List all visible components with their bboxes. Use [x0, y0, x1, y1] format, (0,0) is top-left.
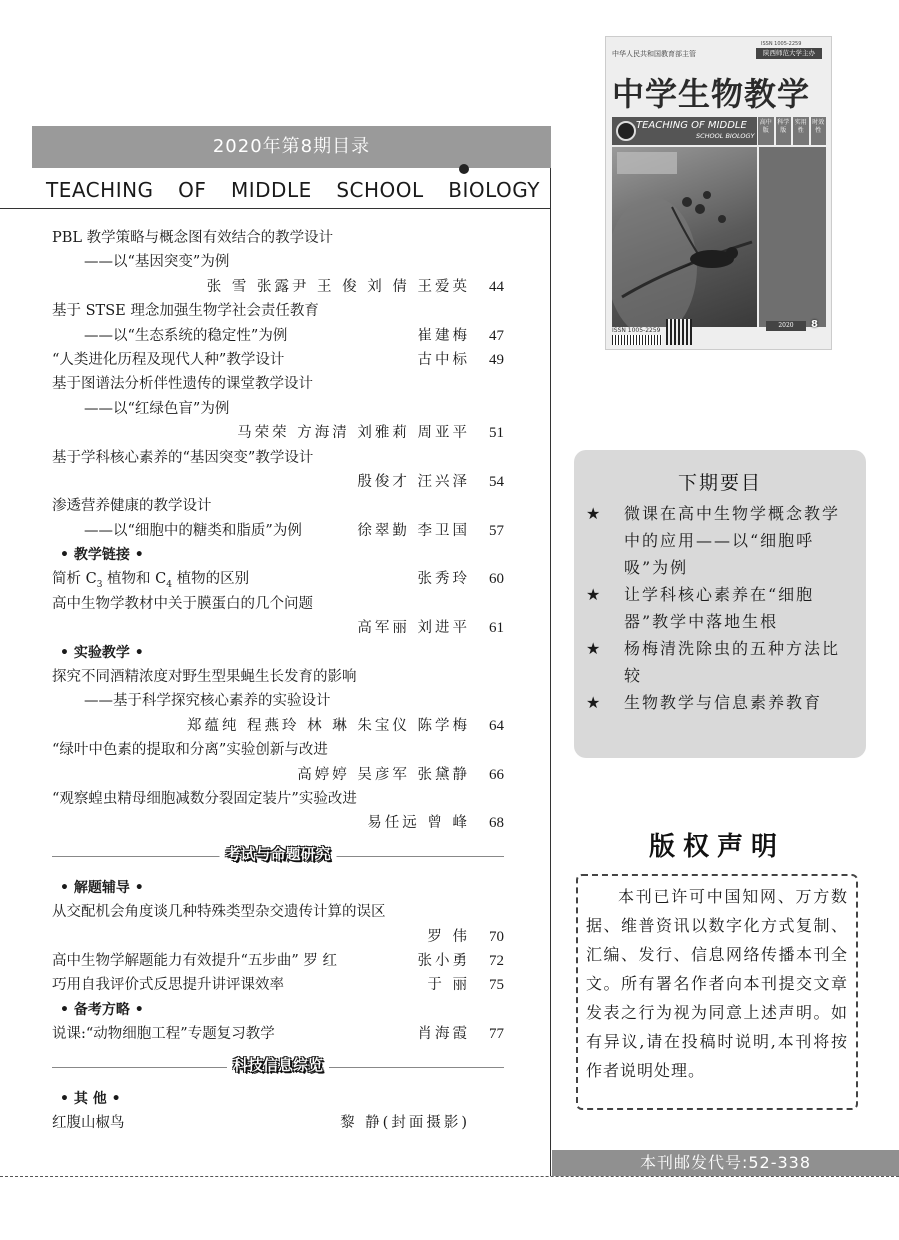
cover-side-panel: [759, 147, 826, 327]
copyright-text: 本刊已许可中国知网、万方数据、维普资讯以数字化方式复制、汇编、发行、信息网络传播本刊全文。所有署名作者向本刊提交文章发表之行为视为同意上述声明。如有异议,请在投稿时说明,本刊将按作者说明处理。: [586, 887, 848, 1080]
article-authors: 郑蕴纯 程燕玲 林 琳 朱宝仪 陈学梅: [186, 717, 470, 734]
article-title: 说课:“动物细胞工程”专题复习教学: [52, 1026, 275, 1043]
article-authors: 张小勇: [417, 952, 470, 969]
article-title: 基于 STSE 理念加强生物学社会责任教育: [52, 303, 319, 320]
toc-entry-line: [52, 519, 504, 543]
toc-entry-line: [52, 275, 504, 299]
university-logo-icon: [616, 121, 636, 141]
cover-tag: 时效性: [811, 117, 827, 145]
article-authors: 崔建梅: [417, 327, 470, 344]
toc-entry-line: [52, 567, 504, 591]
article-authors: 肖海霞: [417, 1026, 470, 1043]
page-number: 44: [489, 278, 504, 295]
header-dot: [459, 164, 469, 174]
page-number: 66: [489, 766, 504, 783]
toc-entry-line: [52, 714, 504, 738]
article-title: 基于学科核心素养的“基因突变”教学设计: [52, 449, 314, 466]
next-issue-item-text: 微课在高中生物学概念教学中的应用——以“细胞呼吸”为例: [624, 504, 841, 577]
star-icon: ★: [586, 693, 603, 712]
toc-entry-line: [52, 1111, 504, 1135]
section-label: • 其 他 •: [60, 1090, 121, 1107]
toc-entry-line: [52, 250, 504, 274]
bird-on-branch-icon: [612, 147, 757, 327]
cover-tags: [758, 117, 826, 145]
page-number: 51: [489, 425, 504, 442]
toc-entry-line: [52, 324, 504, 348]
toc-entry-line: [52, 494, 504, 518]
journal-cover-image: [605, 36, 832, 350]
article-authors: 殷俊才 汪兴泽: [357, 473, 470, 490]
article-title: “人类进化历程及现代人种”教学设计: [52, 351, 285, 368]
barcode-icon: [612, 335, 662, 345]
article-authors: 罗 伟: [427, 928, 470, 945]
banner-title: 科技信息综览: [227, 1053, 329, 1077]
article-authors: 易任远 曾 峰: [367, 815, 470, 832]
article-subtitle: ——以“红绿色盲”为例: [84, 400, 230, 417]
section-label: • 实验教学 •: [60, 644, 144, 661]
section-label: • 教学链接 •: [60, 547, 144, 564]
toc-entry-line: [52, 949, 504, 973]
article-title: 渗透营养健康的教学设计: [52, 498, 212, 515]
article-title: 红腹山椒鸟: [52, 1114, 125, 1131]
cover-title: 中学生物教学: [612, 75, 811, 113]
star-icon: ★: [586, 639, 603, 658]
cover-sponsor: 中华人民共和国教育部主管: [612, 50, 696, 58]
toc-section-heading: [52, 998, 504, 1022]
article-authors: 张 雪 张露尹 王 俊 刘 倩 王爱英: [206, 278, 470, 295]
toc-entry-line: [52, 397, 504, 421]
cover-bird-photo: [612, 147, 757, 327]
table-of-contents: [52, 226, 504, 1135]
toc-entry-line: [52, 226, 504, 250]
article-subtitle: ——基于科学探究核心素养的实验设计: [84, 693, 331, 710]
toc-entry-line: [52, 925, 504, 949]
toc-entry-line: [52, 372, 504, 396]
toc-section-heading: [52, 876, 504, 900]
next-issue-item: [586, 635, 854, 689]
toc-entry-line: [52, 421, 504, 445]
toc-entry-line: [52, 738, 504, 762]
toc-entry-line: [52, 470, 504, 494]
cover-year: 2020: [766, 321, 806, 331]
page-number: 49: [489, 351, 504, 368]
page-number: 54: [489, 473, 504, 490]
toc-entry-line: [52, 348, 504, 372]
section-label: • 备考方略 •: [60, 1001, 144, 1018]
page-number: 60: [489, 571, 504, 588]
cover-host: 陕西师范大学主办: [756, 48, 822, 59]
cover-issue-number: 8: [811, 319, 818, 330]
page-number: 70: [489, 928, 504, 945]
issue-title: 2020年第8期目录: [212, 136, 371, 157]
page-number: 77: [489, 1026, 504, 1043]
article-subtitle: ——以“细胞中的糖类和脂质”为例: [84, 522, 302, 539]
page-number: 75: [489, 977, 504, 994]
cover-english-line2: SCHOOL BIOLOGY: [696, 132, 755, 140]
toc-entry-line: [52, 665, 504, 689]
toc-entry-line: [52, 592, 504, 616]
article-authors: 马荣荣 方海清 刘雅莉 周亚平: [237, 425, 470, 442]
toc-entry-line: [52, 299, 504, 323]
toc-entry-line: [52, 616, 504, 640]
qr-code-icon: [666, 319, 692, 345]
toc-entry-line: [52, 973, 504, 997]
next-issue-item: [586, 689, 854, 716]
toc-entry-line: [52, 689, 504, 713]
toc-section-heading: [52, 641, 504, 665]
cover-issn-top: ISSN 1005-2259: [761, 41, 802, 47]
cover-english-line1: TEACHING OF MIDDLE: [636, 120, 747, 131]
next-issue-item-text: 让学科核心素养在“细胞器”教学中落地生根: [624, 585, 815, 631]
toc-entry-line: [52, 811, 504, 835]
next-issue-item: [586, 581, 854, 635]
article-authors: 张秀玲: [417, 571, 470, 588]
article-title: 高中生物学解题能力有效提升“五步曲” 罗 红: [52, 952, 338, 969]
page-bottom-dashed-rule: [0, 1176, 899, 1177]
toc-column-banner: [52, 836, 504, 876]
next-issue-list: [586, 500, 854, 716]
page-number: 47: [489, 327, 504, 344]
journal-english-title: TEACHING OF MIDDLE SCHOOL BIOLOGY: [46, 178, 540, 202]
toc-entry-line: [52, 787, 504, 811]
toc-entry-line: [52, 446, 504, 470]
star-icon: ★: [586, 504, 603, 523]
article-title: 基于图谱法分析伴性遗传的课堂教学设计: [52, 376, 313, 393]
article-subtitle: ——以“生态系统的稳定性”为例: [84, 327, 288, 344]
article-authors: 高婷婷 吴彦军 张黛静: [297, 766, 470, 783]
article-title: 巧用自我评价式反思提升讲评课效率: [52, 977, 284, 994]
next-issue-title: 下期要目: [677, 472, 762, 494]
next-issue-item-text: 生物教学与信息素养教育: [624, 693, 823, 712]
cover-tag: 科学版: [776, 117, 792, 145]
toc-section-heading: [52, 1087, 504, 1111]
postal-code: 本刊邮发代号:52-338: [552, 1150, 899, 1176]
banner-title: 考试与命题研究: [219, 842, 336, 866]
article-title: PBL 教学策略与概念图有效结合的教学设计: [52, 230, 334, 246]
article-authors: 古中标: [417, 351, 470, 368]
cover-tag: 高中版: [758, 117, 774, 145]
article-title: “绿叶中色素的提取和分离”实验创新与改进: [52, 742, 328, 759]
article-authors: 徐翠勤 李卫国: [357, 522, 470, 539]
article-subtitle: ——以“基因突变”为例: [84, 254, 230, 271]
page-number: 72: [489, 952, 504, 969]
article-title: 简析 $C_3$ 植物和 $C_4$ 植物的区别: [52, 571, 250, 591]
article-title: 从交配机会角度谈几种特殊类型杂交遗传计算的误区: [52, 904, 386, 921]
toc-column-banner: [52, 1047, 504, 1087]
page-number: 61: [489, 620, 504, 637]
toc-entry-line: [52, 1022, 504, 1046]
star-icon: ★: [586, 585, 603, 604]
toc-entry-line: [52, 763, 504, 787]
section-label: • 解题辅导 •: [60, 879, 144, 896]
copyright-title: 版权声明: [648, 832, 785, 862]
article-authors: 高军丽 刘进平: [357, 620, 470, 637]
header-rule: [0, 208, 550, 209]
page-number: 57: [489, 522, 504, 539]
article-title: 探究不同酒精浓度对野生型果蝇生长发育的影响: [52, 669, 357, 686]
next-issue-item: [586, 500, 854, 581]
cover-issn-bottom: ISSN 1005-2259: [612, 327, 661, 334]
article-title: 高中生物学教材中关于膜蛋白的几个问题: [52, 595, 313, 612]
cover-tag: 实用性: [793, 117, 809, 145]
article-authors: 于 丽: [427, 977, 470, 994]
next-issue-item-text: 杨梅清洗除虫的五种方法比较: [624, 639, 841, 685]
article-authors: 黎 静(封面摄影): [340, 1114, 470, 1131]
page-number: 68: [489, 815, 504, 832]
article-title: “观察蝗虫精母细胞减数分裂固定装片”实验改进: [52, 790, 357, 807]
toc-section-heading: [52, 543, 504, 567]
page-number: 64: [489, 717, 504, 734]
toc-entry-line: [52, 900, 504, 924]
column-divider: [550, 168, 551, 1176]
